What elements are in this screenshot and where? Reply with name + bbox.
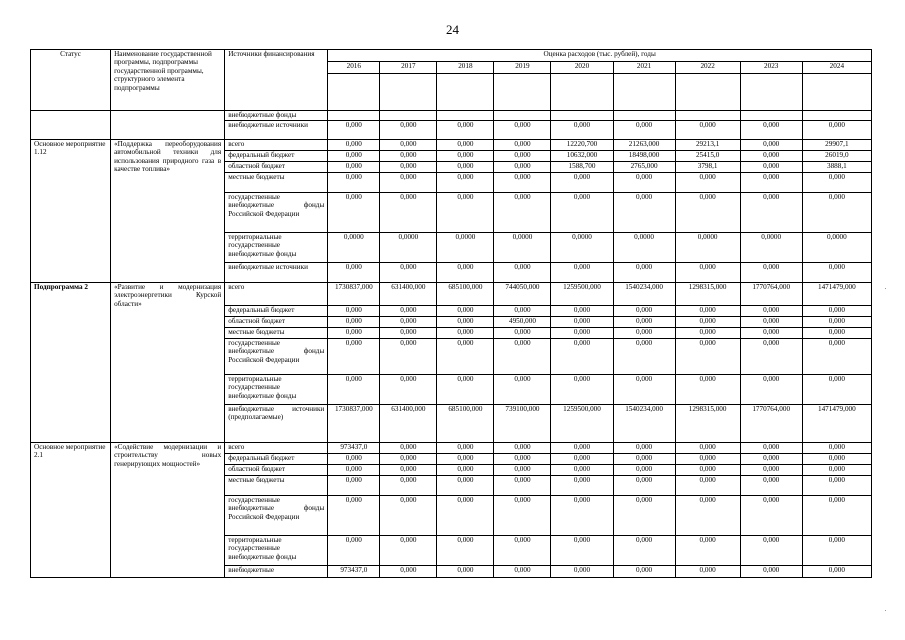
value-cell: 0,000 [328,140,380,151]
value-cell: 0,000 [494,162,551,173]
value-cell: 0,000 [675,173,740,193]
year-header: 2023 [740,62,802,74]
funding-source-cell: федеральный бюджет [225,454,328,465]
status-cell [31,111,111,140]
value-cell: 0,000 [740,476,802,496]
value-cell: 0,000 [494,496,551,536]
value-cell: 0,000 [551,263,613,283]
value-cell: 0,000 [802,536,871,566]
value-cell: 0,000 [551,454,613,465]
value-cell: 0,000 [740,193,802,233]
value-cell: 0,000 [551,476,613,496]
value-cell: 0,000 [494,140,551,151]
value-cell: 0,000 [802,375,871,405]
value-cell: 0,000 [380,375,437,405]
value-cell: 0,000 [328,263,380,283]
value-cell: 0,000 [437,465,494,476]
value-cell: 0,000 [494,306,551,317]
value-cell: 0,000 [328,454,380,465]
value-cell: 3888,1 [802,162,871,173]
value-cell: 0,000 [494,193,551,233]
value-cell: 0,000 [802,496,871,536]
funding-source-cell: местные бюджеты [225,476,328,496]
value-cell: 0,000 [551,536,613,566]
value-cell: 0,000 [551,306,613,317]
value-cell: 0,000 [380,496,437,536]
value-cell: 0,000 [613,566,675,578]
value-cell: 1471479,000 [802,283,871,306]
value-cell: 0,000 [613,306,675,317]
year-header: 2016 [328,62,380,74]
value-cell: 0,000 [328,536,380,566]
value-cell: 1588,700 [551,162,613,173]
year-header: 2024 [802,62,871,74]
value-cell: 0,000 [328,476,380,496]
value-cell: 973437,0 [328,443,380,454]
value-cell: 0,0000 [551,233,613,263]
value-cell: 973437,0 [328,566,380,578]
value-cell: 0,000 [437,328,494,339]
value-cell: 0,000 [740,496,802,536]
value-cell [740,111,802,121]
value-cell: 0,000 [494,454,551,465]
page-number: 24 [446,22,459,37]
value-cell: 0,000 [551,465,613,476]
value-cell: 0,000 [494,443,551,454]
value-cell: 685100,000 [437,405,494,443]
value-cell: 0,000 [802,328,871,339]
funding-source-cell: внебюджетные источники (предполагаемые) [225,405,328,443]
value-cell: 0,000 [437,140,494,151]
table-row [31,111,872,121]
header-sources: Источники финансирования [225,50,328,111]
funding-source-cell: местные бюджеты [225,173,328,193]
value-cell: 0,000 [740,536,802,566]
value-cell: 0,000 [740,454,802,465]
value-cell: 0,000 [613,443,675,454]
value-cell: 0,000 [494,263,551,283]
value-cell: 0,000 [613,121,675,140]
value-cell: 0,000 [551,339,613,375]
funding-source-cell: территориальные государственные внебюджетные фонды [225,536,328,566]
value-cell: 0,000 [494,328,551,339]
value-cell: 0,0000 [740,233,802,263]
funding-source-cell: федеральный бюджет [225,151,328,162]
value-cell: 0,000 [494,339,551,375]
value-cell: 0,0000 [380,233,437,263]
value-cell: 0,000 [802,193,871,233]
scan-mark [885,288,886,289]
header-estimate: Оценка расходов (тыс. рублей), годы [328,50,872,62]
value-cell: 0,000 [675,566,740,578]
value-cell: 21263,000 [613,140,675,151]
value-cell: 0,000 [675,328,740,339]
value-cell: 2765,000 [613,162,675,173]
value-cell: 0,000 [437,162,494,173]
value-cell: 0,000 [328,328,380,339]
value-cell: 0,0000 [437,233,494,263]
year-header: 2020 [551,62,613,74]
value-cell: 0,000 [613,263,675,283]
value-cell: 1471479,000 [802,405,871,443]
value-cell: 0,000 [675,317,740,328]
value-cell: 0,000 [328,173,380,193]
value-cell: 0,000 [437,193,494,233]
value-cell: 0,000 [551,375,613,405]
value-cell: 0,000 [740,339,802,375]
funding-source-cell: местные бюджеты [225,328,328,339]
value-cell: 0,000 [437,536,494,566]
value-cell: 0,000 [437,306,494,317]
value-cell: 0,000 [494,151,551,162]
value-cell: 0,000 [380,566,437,578]
value-cell: 0,000 [675,121,740,140]
status-cell: Подпрограмма 2 [31,283,111,443]
value-cell: 1540234,000 [613,283,675,306]
value-cell: 0,000 [802,173,871,193]
table-row [31,443,872,454]
value-cell: 0,000 [802,454,871,465]
value-cell: 0,000 [380,173,437,193]
value-cell: 744050,000 [494,283,551,306]
value-cell: 0,000 [437,121,494,140]
value-cell: 29907,1 [802,140,871,151]
value-cell: 0,000 [675,476,740,496]
value-cell: 0,0000 [802,233,871,263]
value-cell: 0,0000 [328,233,380,263]
value-cell: 0,000 [740,173,802,193]
value-cell: 0,000 [551,317,613,328]
funding-source-cell: всего [225,443,328,454]
funding-source-cell: федеральный бюджет [225,306,328,317]
funding-source-cell: территориальные государственные внебюджетные фонды [225,375,328,405]
value-cell: 0,000 [380,263,437,283]
value-cell: 0,000 [380,140,437,151]
funding-source-cell: внебюджетные фонды [225,111,328,121]
value-cell: 0,0000 [494,233,551,263]
value-cell: 0,000 [802,443,871,454]
value-cell: 0,000 [613,328,675,339]
status-cell: Основное мероприятие 2.1 [31,443,111,578]
value-cell: 0,000 [328,121,380,140]
value-cell: 0,000 [675,443,740,454]
value-cell: 0,000 [802,476,871,496]
value-cell: 0,000 [740,465,802,476]
value-cell [802,111,871,121]
value-cell: 0,000 [740,443,802,454]
value-cell [675,111,740,121]
value-cell: 0,000 [494,173,551,193]
value-cell: 0,000 [380,328,437,339]
funding-source-cell: областной бюджет [225,162,328,173]
value-cell: 26019,0 [802,151,871,162]
value-cell: 0,000 [437,566,494,578]
value-cell: 0,000 [551,496,613,536]
header-name: Наименование государственной программы, подпрограммы государственной программы, структурного элемента подпрограммы [111,50,225,111]
value-cell: 0,000 [551,566,613,578]
value-cell: 0,000 [380,443,437,454]
value-cell: 0,000 [437,317,494,328]
funding-source-cell: территориальные государственные внебюджетные фонды [225,233,328,263]
year-header: 2017 [380,62,437,74]
value-cell: 0,000 [551,443,613,454]
value-cell: 0,0000 [613,233,675,263]
funding-source-cell: областной бюджет [225,317,328,328]
value-cell: 0,000 [613,339,675,375]
program-name-cell [111,111,225,140]
value-cell: 0,000 [494,375,551,405]
value-cell: 739100,000 [494,405,551,443]
value-cell: 0,000 [740,375,802,405]
value-cell: 0,000 [740,566,802,578]
value-cell: 0,000 [802,566,871,578]
funding-source-cell: государственные внебюджетные фонды Российской Федерации [225,193,328,233]
value-cell: 0,000 [675,263,740,283]
funding-source-cell: государственные внебюджетные фонды Российской Федерации [225,339,328,375]
value-cell: 685100,000 [437,283,494,306]
value-cell: 0,000 [437,173,494,193]
funding-source-cell: областной бюджет [225,465,328,476]
value-cell: 0,000 [802,339,871,375]
value-cell: 631400,000 [380,283,437,306]
funding-source-cell: государственные внебюджетные фонды Российской Федерации [225,496,328,536]
value-cell: 0,000 [328,162,380,173]
value-cell: 0,000 [380,465,437,476]
value-cell: 0,000 [675,306,740,317]
value-cell: 0,000 [494,476,551,496]
value-cell: 0,000 [613,465,675,476]
program-name-cell: «Содействие модернизации и строительству новых генерирующих мощностей» [111,443,225,578]
value-cell: 0,000 [437,476,494,496]
year-header: 2021 [613,62,675,74]
value-cell: 1298315,000 [675,283,740,306]
value-cell: 0,000 [380,339,437,375]
value-cell: 0,000 [437,443,494,454]
value-cell: 4950,000 [494,317,551,328]
value-cell: 0,000 [740,263,802,283]
value-cell: 10632,000 [551,151,613,162]
value-cell: 0,000 [675,375,740,405]
value-cell [494,111,551,121]
value-cell: 0,000 [380,454,437,465]
value-cell: 0,000 [328,306,380,317]
value-cell: 0,000 [551,121,613,140]
value-cell: 0,000 [551,328,613,339]
value-cell: 0,000 [802,263,871,283]
value-cell: 0,000 [328,317,380,328]
value-cell: 1770764,000 [740,405,802,443]
year-header: 2019 [494,62,551,74]
value-cell: 0,000 [740,162,802,173]
value-cell [613,111,675,121]
value-cell: 0,000 [613,317,675,328]
value-cell: 0,000 [675,496,740,536]
value-cell: 0,000 [740,151,802,162]
value-cell: 1730837,000 [328,283,380,306]
value-cell: 0,000 [551,193,613,233]
scan-mark [885,610,886,611]
value-cell: 1730837,000 [328,405,380,443]
value-cell: 0,000 [380,536,437,566]
value-cell: 0,000 [802,121,871,140]
value-cell: 1770764,000 [740,283,802,306]
value-cell: 0,000 [740,306,802,317]
value-cell: 0,000 [551,173,613,193]
value-cell: 1298315,000 [675,405,740,443]
value-cell: 0,000 [802,317,871,328]
value-cell: 0,000 [613,375,675,405]
value-cell: 0,000 [740,140,802,151]
value-cell: 18498,000 [613,151,675,162]
status-cell: Основное мероприятие 1.12 [31,140,111,283]
value-cell: 0,000 [802,465,871,476]
value-cell: 0,000 [328,151,380,162]
value-cell: 0,000 [613,173,675,193]
value-cell [328,111,380,121]
value-cell [551,111,613,121]
value-cell: 0,000 [328,496,380,536]
year-header: 2022 [675,62,740,74]
value-cell: 0,000 [328,465,380,476]
value-cell: 0,000 [613,193,675,233]
value-cell: 25415,0 [675,151,740,162]
value-cell: 1540234,000 [613,405,675,443]
header-status: Статус [31,50,111,111]
value-cell: 0,000 [437,375,494,405]
value-cell: 0,000 [494,465,551,476]
value-cell: 0,000 [380,151,437,162]
funding-source-cell: всего [225,283,328,306]
program-name-cell: «Развитие и модернизация электроэнергетики Курской области» [111,283,225,443]
value-cell: 0,000 [380,193,437,233]
funding-source-cell: внебюджетные [225,566,328,578]
value-cell: 0,000 [437,339,494,375]
value-cell: 0,000 [675,465,740,476]
value-cell: 0,000 [740,317,802,328]
value-cell: 0,000 [380,306,437,317]
value-cell: 0,0000 [675,233,740,263]
value-cell: 0,000 [380,317,437,328]
value-cell: 0,000 [380,476,437,496]
value-cell: 0,000 [613,496,675,536]
value-cell: 29213,1 [675,140,740,151]
value-cell: 0,000 [437,263,494,283]
value-cell: 0,000 [328,193,380,233]
value-cell: 0,000 [675,454,740,465]
program-name-cell: «Поддержка переоборудования автомобильной техники для использования природного газа в качестве топлива» [111,140,225,283]
value-cell: 3798,1 [675,162,740,173]
value-cell [437,111,494,121]
value-cell: 0,000 [380,121,437,140]
value-cell: 0,000 [613,476,675,496]
value-cell: 1259500,000 [551,405,613,443]
table-row [31,283,872,306]
value-cell: 0,000 [494,566,551,578]
value-cell: 0,000 [675,536,740,566]
value-cell: 0,000 [380,162,437,173]
value-cell: 0,000 [675,193,740,233]
table-row [31,140,872,151]
funding-source-cell: внебюджетные источники [225,263,328,283]
value-cell: 0,000 [740,121,802,140]
value-cell: 0,000 [613,536,675,566]
value-cell: 0,000 [740,328,802,339]
value-cell: 631400,000 [380,405,437,443]
value-cell: 0,000 [437,454,494,465]
value-cell: 0,000 [494,121,551,140]
value-cell: 0,000 [675,339,740,375]
value-cell: 0,000 [437,151,494,162]
value-cell: 0,000 [613,454,675,465]
value-cell [380,111,437,121]
funding-source-cell: внебюджетные источники [225,121,328,140]
value-cell: 0,000 [328,339,380,375]
value-cell: 0,000 [437,496,494,536]
year-header: 2018 [437,62,494,74]
value-cell: 0,000 [802,306,871,317]
budget-table [30,49,872,578]
value-cell: 0,000 [328,375,380,405]
value-cell: 1259500,000 [551,283,613,306]
funding-source-cell: всего [225,140,328,151]
value-cell: 12220,700 [551,140,613,151]
value-cell: 0,000 [494,536,551,566]
